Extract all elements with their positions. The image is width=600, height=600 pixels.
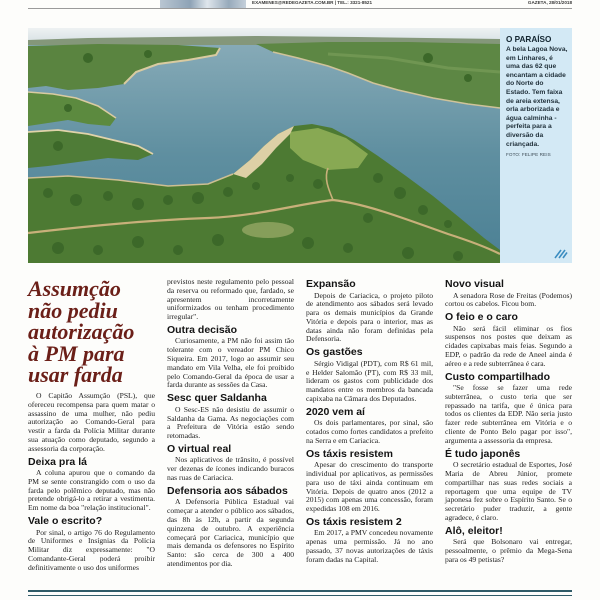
note-title: Expansão	[306, 278, 356, 290]
note-title: Outra decisão	[167, 323, 238, 336]
note-text: "Se fosse se fazer uma rede subterrânea, o custo teria que ser repassado na tarifa, que é única para todos os clientes da EDP. Não seria justo fazer rede subterrânea em Vitória e o cliente de Ponto Belo pagar por isso", argumenta a assessoria da empresa.	[445, 383, 572, 445]
column-2	[167, 278, 294, 569]
note-text: Depois de Cariacica, o projeto piloto de atendimento aos sábados será levado para os demais municípios da Grande Vitória e depois para o interior, mas as datas ainda não foram definidas pela Defensoria.	[306, 290, 433, 344]
note-text-continued: previstos neste regulamento pelo pessoal da reserva ou reformado que, fardado, se apresentem incorretamente uniformizados ou tenham procedimento irregular".	[167, 277, 294, 322]
note-text: Não será fácil eliminar os fios suspensos nos postes que deixam as cidades capixabas mais feias. Segundo a EDP, o padrão da rede de Aneel ainda é aéreo e a rede subterrânea é cara.	[445, 323, 572, 368]
note-title: Novo visual	[445, 278, 504, 290]
columnist-photo	[160, 0, 246, 8]
main-headline: Assumção não pediu autorização à PM para usar farda	[28, 276, 135, 388]
caption-title: O PARAÍSO	[506, 35, 552, 44]
note-text: O secretário estadual de Esportes, José Maria de Abreu Júnior, promete compartilhar nas suas redes sociais a reportagem que uma equipe de TV japonesa fez sobre o Espírito Santo. Se o secretário puder traduzir, a gente agradece, é claro.	[445, 460, 572, 522]
note-title: Os táxis resistem	[306, 447, 393, 460]
note-text: O Sesc-ES não desistiu de assumir o Saldanha da Gama. As negociações com a Prefeitura de Vitória estão sendo retomadas.	[167, 404, 294, 441]
note-text: Curiosamente, a PM não foi assim tão tolerante com o vereador PM Chico Siqueira. Em 2017, logo ao assumir seu mandato em Vila Velha, ele foi proibido pelo Comando-Geral da época de usar a farda durante as sessões da Casa.	[167, 336, 294, 390]
lead-paragraph: O Capitão Assumção (PSL), que ofereceu recompensa para quem matar o assassino de uma mulher, não pediu autorização ao Comando-Geral para vestir a farda da Polícia Militar durante sua atuação como deputado, segundo a assessoria da corporação.	[28, 390, 155, 453]
note-title: Defensoria aos sábados	[167, 484, 288, 497]
header-rule	[28, 8, 572, 9]
note-text: Por sinal, o artigo 76 do Regulamento de Uniformes e Insígnias da Polícia Militar diz expressamente: "O Comandante-Geral poderá proibir definitivamente o uso dos uniformes	[28, 527, 155, 572]
note-title: Alô, eleitor!	[445, 524, 503, 537]
column-4	[445, 278, 572, 565]
photo-caption	[500, 28, 572, 263]
note-title: Vale o escrito?	[28, 515, 103, 528]
note-text: Sérgio Vidigal (PDT), com R$ 61 mil, e Helder Salomão (PT), com R$ 33 mil, lideram os gastos com publicidade dos mandatos entre os membros da bancada capixaba na Câmara dos Deputados.	[306, 358, 433, 403]
note-text: Apesar do crescimento do transporte individual por aplicativos, as permissões para uso de táxi ainda continuam em Vitória. Depois de quatro anos (2012 a 2015) com apenas uma concessão, foram expedidas 108 em 2016.	[306, 460, 433, 514]
note-title: O feio e o caro	[445, 311, 518, 324]
note-title: O virtual real	[167, 442, 232, 455]
footer-rule-thin	[28, 595, 572, 596]
note-text: A coluna apurou que o comando da PM se sente constrangido com o uso da farda pelo polêmico deputado, mas não pretende obrigá-lo a retirar a vestimenta. Em nome da boa "relação institucional".	[28, 468, 155, 513]
column-3	[306, 278, 433, 565]
note-title: Os gastões	[306, 346, 363, 359]
note-text: A Defensoria Pública Estadual vai começar a atender o público aos sábados, das 8h às 12h, a partir da segunda quinzena de outubro. A experiência começará por Cariacica, município que mais demanda os defensores no Espírito Santo: são cerca de 300 a 400 atendimentos por dia.	[167, 497, 294, 568]
note-text: Nos aplicativos de trânsito, é possível ver dezenas de ícones indicando buracos nas ruas de Cariacica.	[167, 455, 294, 483]
note-title: Os táxis resistem 2	[306, 515, 402, 528]
caption-text: A bela Lagoa Nova, em Linhares, é uma das 62 que encantam a cidade do Norte do Estado. Tem faixa de areia extensa, orla arborizada e água calminha - perfeita para a diversão da criançada.	[506, 46, 568, 148]
note-title: 2020 vem aí	[306, 405, 365, 418]
note-title: É tudo japonês	[445, 447, 521, 460]
note-text: Será que Bolsonaro vai entregar, pessoalmente, o prêmio da Mega-Sena para os 49 petistas?	[445, 537, 572, 564]
note-title: Sesc quer Saldanha	[167, 392, 267, 405]
lagoon-photo	[28, 28, 500, 263]
header-contact: EXAMENES@REDEGAZETA.COM.BR | TEL.: 3321-8521	[252, 0, 373, 5]
photo-credit: FOTO: FELIPE REIS	[506, 152, 551, 158]
header-edition: GAZETA, 28/01/2018	[527, 0, 572, 5]
column-1	[28, 278, 155, 573]
note-title: Deixa pra lá	[28, 455, 87, 468]
note-title: Custo compartilhado	[445, 370, 551, 383]
footer-rule	[28, 590, 572, 592]
note-text: A senadora Rose de Freitas (Podemos) cortou os cabelos. Ficou bom.	[445, 290, 572, 309]
note-text: Os dois parlamentares, por sinal, são cotados como fortes candidatos a prefeito na Serra e em Cariacica.	[306, 418, 433, 445]
note-text: Em 2017, a PMV concedeu novamente apenas uma permissão. Já no ano passado, 37 novas autorizações de táxis foram dadas na Capital.	[306, 528, 433, 564]
slash-mark-icon	[554, 247, 568, 259]
